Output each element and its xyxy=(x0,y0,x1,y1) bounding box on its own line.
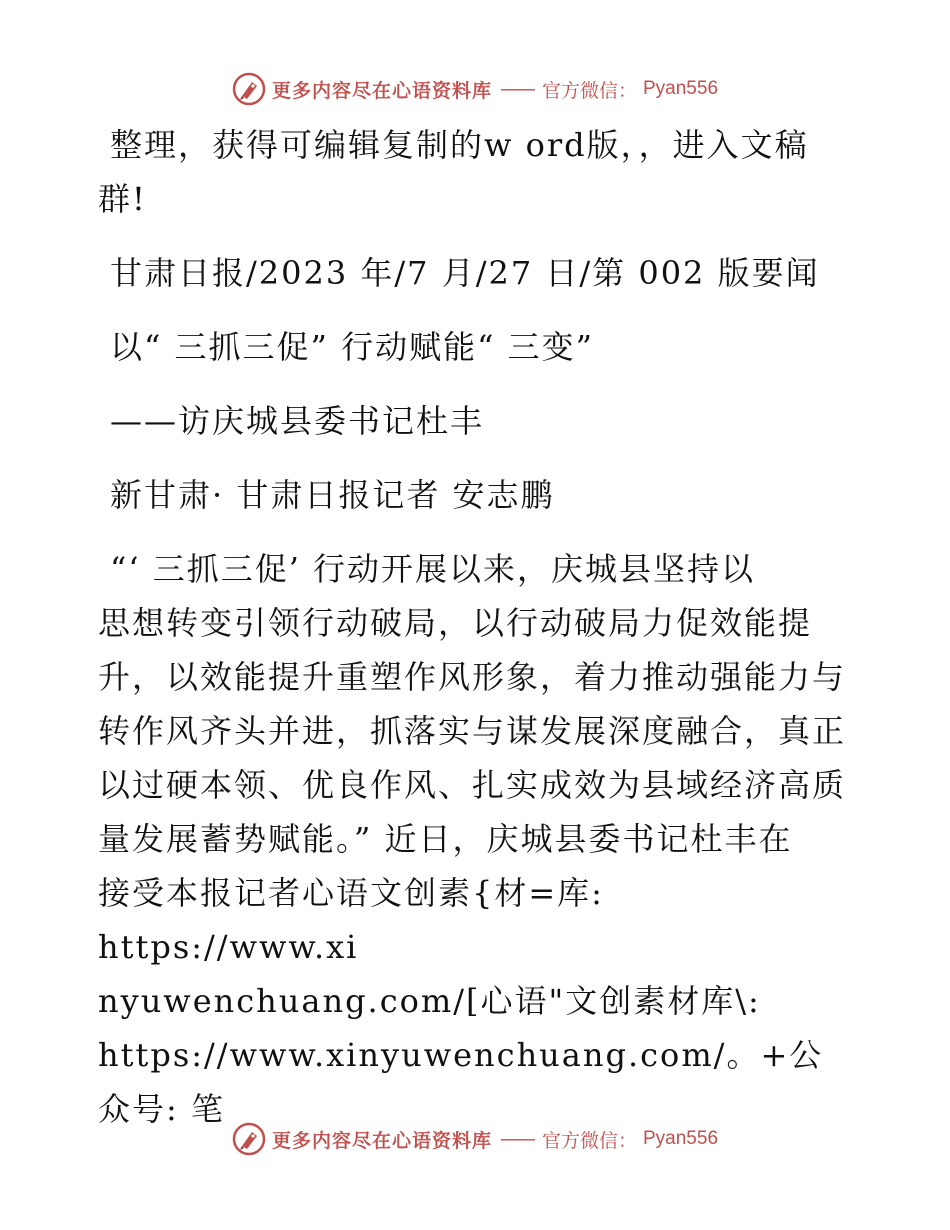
paragraph-line: 量发展蓄势赋能。” 近日，庆城县委书记杜丰在 xyxy=(98,820,793,858)
footer-wechat-id: Pyan556 xyxy=(643,1128,719,1149)
article-body xyxy=(98,118,850,1136)
footer-dash: —— xyxy=(499,1128,534,1150)
article-paragraph xyxy=(98,542,850,1136)
article-subtitle: ——访庆城县委书记杜丰 xyxy=(110,402,485,440)
intro-line-2: 群! xyxy=(98,180,147,218)
header-slogan: 更多内容尽在心语资料库 xyxy=(271,79,492,102)
header-watermark xyxy=(0,72,950,106)
footer-wechat-label: 官方微信： xyxy=(541,1129,637,1152)
article-byline: 新甘肃· 甘肃日报记者 安志鹏 xyxy=(110,476,555,514)
header-wechat-id: Pyan556 xyxy=(643,78,719,99)
header-dash: —— xyxy=(499,78,534,100)
paragraph-line: nyuwenchuang.com/[心语"文创素材库\: xyxy=(98,982,761,1020)
paragraph-line: 转作风齐头并进，抓落实与谋发展深度融合，真正 xyxy=(98,712,847,750)
intro-line-1: 整理，获得可编辑复制的w ord版，，进入文稿 xyxy=(110,126,809,164)
footer-watermark xyxy=(0,1122,950,1156)
pen-nib-logo-icon xyxy=(232,72,266,106)
article-title: 以“ 三抓三促” 行动赋能“ 三变” xyxy=(110,328,594,366)
paragraph-line: https://www.xinyuwenchuang.com/。+公众号: 笔 xyxy=(98,1036,824,1128)
paragraph-line: 升，以效能提升重塑作风形象，着力推动强能力与 xyxy=(98,658,847,696)
paragraph-line: 接受本报记者心语文创素{材=库: https://www.xi xyxy=(98,874,604,966)
header-wechat-label: 官方微信： xyxy=(541,79,637,102)
source-line: 甘肃日报/2023 年/7 月/27 日/第 002 版要闻 xyxy=(110,254,820,292)
paragraph-line: “‘ 三抓三促’ 行动开展以来，庆城县坚持以 xyxy=(110,550,756,588)
footer-slogan: 更多内容尽在心语资料库 xyxy=(271,1129,492,1152)
paragraph-line: 以过硬本领、优良作风、扎实成效为县域经济高质 xyxy=(98,766,847,804)
paragraph-line: 思想转变引领行动破局，以行动破局力促效能提 xyxy=(98,604,813,642)
pen-nib-logo-icon xyxy=(232,1122,266,1156)
